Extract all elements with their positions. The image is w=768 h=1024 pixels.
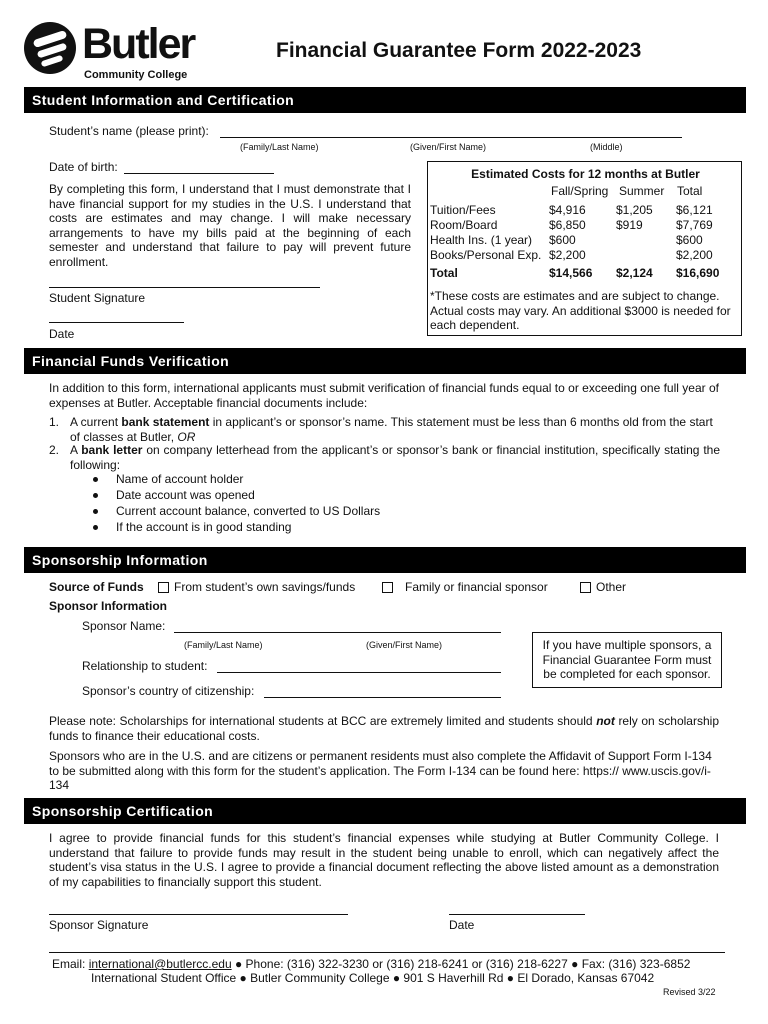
footer-address: International Student Office ● Butler Community College ● 901 S Haverhill Rd ● El Dorado, Kansas 67042 (91, 971, 655, 985)
checkbox-icon[interactable] (158, 582, 169, 593)
sponsor-signature-label: Sponsor Signature (49, 918, 149, 932)
scholarship-note: Please note: Scholarships for international students at BCC are extremely limited and students should not rely on scholarship funds to finance their educational costs. (49, 714, 719, 743)
footer-contact: Email: international@butlercc.edu ● Phone: (316) 322-3230 or (316) 218-6241 or (316) 218-6227 ● Fax: (316) 323-6852 (52, 957, 691, 971)
country-field[interactable] (264, 697, 501, 698)
cost-total-summer: $2,124 (616, 266, 653, 280)
sponsor-family-caption: (Family/Last Name) (184, 640, 263, 650)
funds-item-number: 2. (49, 443, 60, 457)
funds-intro: In addition to this form, international applicants must submit verification of financial funds equal to or exceeding one full year of expenses at Butler. Acceptable financial documents include: (49, 381, 719, 410)
relationship-field[interactable] (217, 672, 501, 673)
funds-item-bank-letter: A bank letter on company letterhead from the applicant’s or sponsor’s bank or financial institution, specifically stating the following: (70, 443, 721, 472)
cost-row-label: Tuition/Fees (430, 203, 496, 217)
cost-row-total: $2,200 (676, 248, 713, 262)
student-signature-field[interactable] (49, 287, 320, 288)
cost-row-summer: $919 (616, 218, 643, 232)
funds-bullet-item: Current account balance, converted to US Dollars (116, 504, 381, 518)
source-option-own-funds[interactable]: From student’s own savings/funds (158, 580, 355, 595)
middle-name-caption: (Middle) (590, 142, 623, 152)
cost-row-total: $6,121 (676, 203, 713, 217)
section-header-student-info: Student Information and Certification (24, 87, 746, 113)
cost-row-label: Health Ins. (1 year) (430, 233, 533, 247)
student-name-field[interactable] (220, 137, 682, 138)
bullet-icon (93, 509, 98, 514)
sponsor-signature-field[interactable] (49, 914, 348, 915)
cost-row-fall: $6,850 (549, 218, 586, 232)
source-option-sponsor[interactable]: Family or financial sponsor (382, 580, 548, 595)
sponsor-date-field[interactable] (449, 914, 585, 915)
bullet-icon (93, 525, 98, 530)
source-of-funds-label: Source of Funds (49, 580, 144, 594)
student-signature-label: Student Signature (49, 291, 146, 305)
sponsor-name-field[interactable] (174, 632, 501, 633)
email-link[interactable]: international@butlercc.edu (88, 957, 232, 971)
sponsor-given-caption: (Given/First Name) (366, 640, 443, 650)
bullet-icon (93, 493, 98, 498)
student-date-label: Date (49, 327, 75, 341)
logo-subtitle: Community College (84, 69, 188, 81)
sponsor-name-label: Sponsor Name: (82, 619, 166, 633)
given-name-caption: (Given/First Name) (410, 142, 487, 152)
section-header-funds: Financial Funds Verification (24, 348, 746, 374)
source-option-other[interactable]: Other (580, 580, 626, 595)
multiple-sponsors-note: If you have multiple sponsors, a Financial Guarantee Form must be completed for each sponsor. (532, 632, 722, 688)
cost-row-fall: $4,916 (549, 203, 586, 217)
student-name-label: Student’s name (please print): (49, 124, 209, 138)
costs-title: Estimated Costs for 12 months at Butler (471, 167, 700, 181)
form-title: Financial Guarantee Form 2022-2023 (276, 39, 642, 62)
footer-divider (49, 952, 725, 953)
college-logo-icon (24, 22, 76, 74)
section-header-certification: Sponsorship Certification (24, 798, 746, 824)
student-statement: By completing this form, I understand that I must demonstrate that I have financial support for my studies in the U.S. I understand that costs are estimates and may change. I will make necessary arrangements to have my bills paid at the beginning of each semester and understand that failure to pay will prevent future enrollment. (49, 182, 411, 269)
affidavit-note: Sponsors who are in the U.S. and are citizens or permanent residents must also complete the Affidavit of Support Form I-134 to be submitted along with this form for the student’s application. The Form I-134 can be found here: https:// www.uscis.gov/i-134 (49, 749, 712, 792)
bullet-icon (93, 477, 98, 482)
cost-row-fall: $600 (549, 233, 576, 247)
estimated-costs-box (427, 161, 742, 336)
logo-name: Butler (82, 20, 195, 68)
costs-note: *These costs are estimates and are subject to change. Actual costs may vary. An additional $3000 is needed for each dependent. (430, 289, 731, 332)
family-name-caption: (Family/Last Name) (240, 142, 319, 152)
section-header-sponsorship: Sponsorship Information (24, 547, 746, 573)
sponsor-info-heading: Sponsor Information (49, 599, 167, 613)
revision-date: Revised 3/22 (663, 987, 716, 997)
costs-header-summer: Summer (619, 184, 665, 198)
funds-item-bank-statement: A current bank statement in applicant’s or sponsor’s name. This statement must be less than 6 months old from the start of classes at Butler, OR (70, 415, 713, 444)
relationship-label: Relationship to student: (82, 659, 208, 673)
cost-row-total: $600 (676, 233, 703, 247)
funds-bullet-item: Date account was opened (116, 488, 255, 502)
funds-bullet-item: If the account is in good standing (116, 520, 292, 534)
checkbox-icon[interactable] (382, 582, 393, 593)
sponsor-date-label: Date (449, 918, 475, 932)
dob-field[interactable] (124, 173, 274, 174)
cost-total-total: $16,690 (676, 266, 720, 280)
checkbox-icon[interactable] (580, 582, 591, 593)
student-date-field[interactable] (49, 322, 184, 323)
country-label: Sponsor’s country of citizenship: (82, 684, 255, 698)
funds-bullet-item: Name of account holder (116, 472, 244, 486)
cost-row-total: $7,769 (676, 218, 713, 232)
costs-header-fall: Fall/Spring (551, 184, 609, 198)
certification-text: I agree to provide financial funds for this student’s financial expenses while studying at Butler Community College. I understand that failure to provide funds may result in the student being unable to enroll, which can negatively affect the student’s visa status in the U.S. I agree to provide a financial document reflecting the above listed amount as a demonstration of my capabilities to financially support this student. (49, 831, 719, 889)
cost-total-label: Total (430, 266, 458, 280)
cost-total-fall: $14,566 (549, 266, 593, 280)
cost-row-summer: $1,205 (616, 203, 653, 217)
dob-label: Date of birth: (49, 160, 118, 174)
cost-row-fall: $2,200 (549, 248, 586, 262)
funds-item-number: 1. (49, 415, 60, 429)
cost-row-label: Room/Board (430, 218, 498, 232)
cost-row-label: Books/Personal Exp. (430, 248, 542, 262)
costs-header-total: Total (677, 184, 703, 198)
